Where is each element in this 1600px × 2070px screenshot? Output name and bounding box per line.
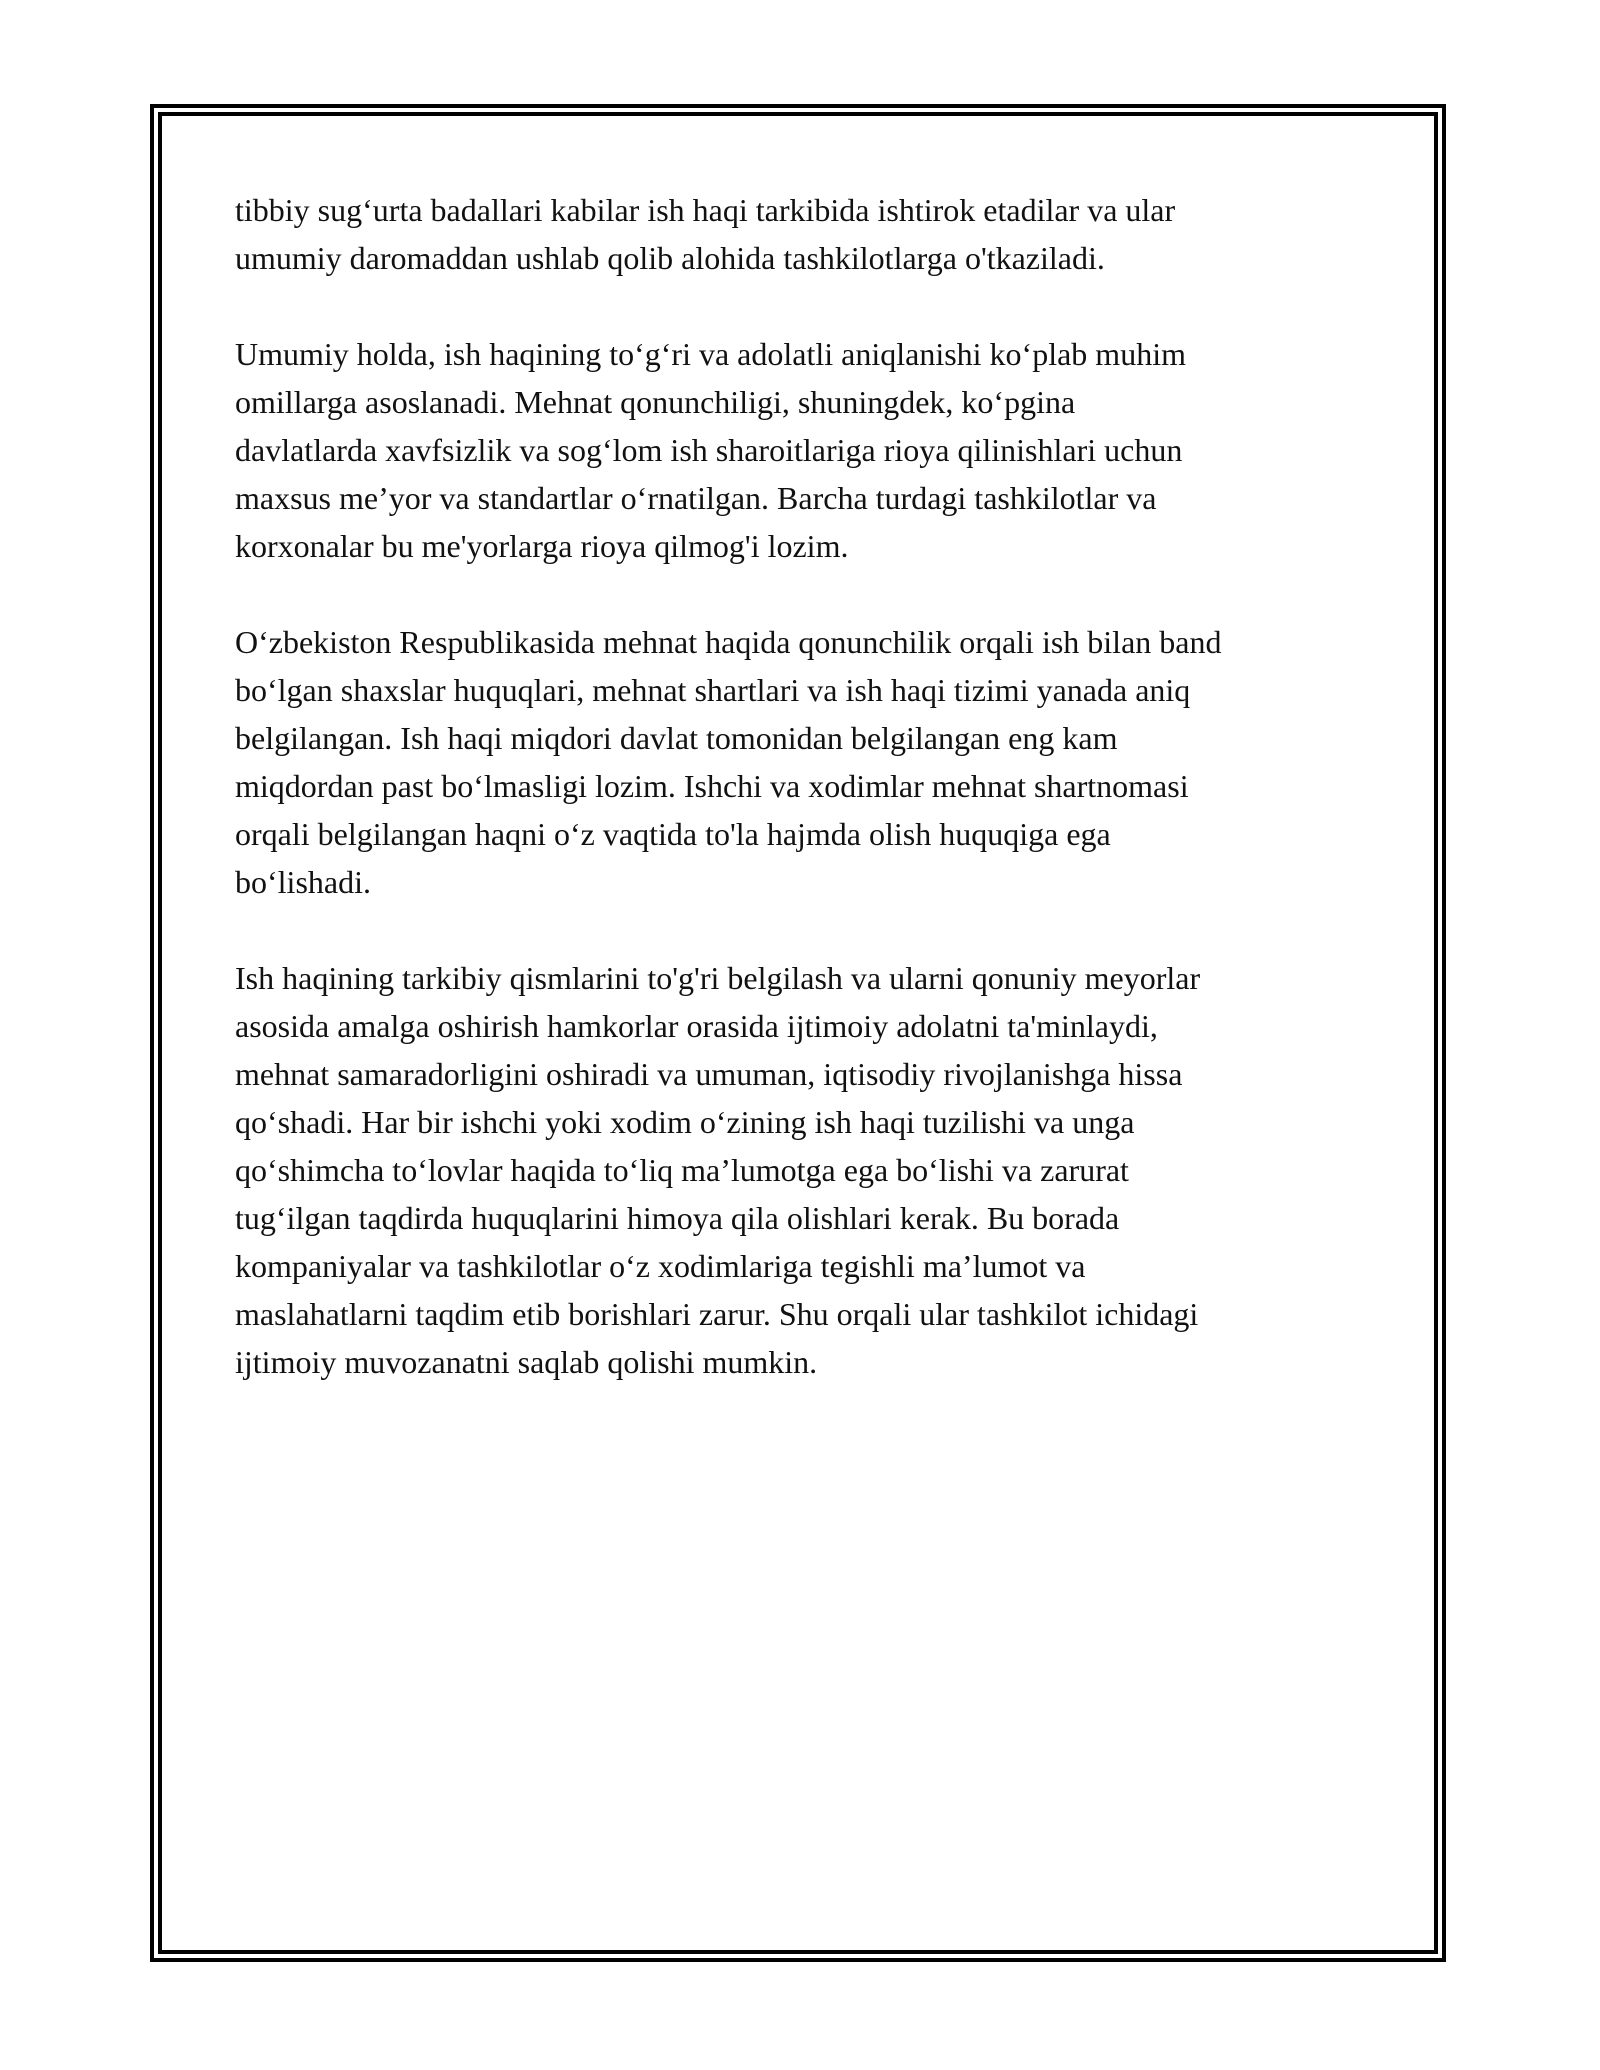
paragraph-2: Umumiy holda, ish haqining to‘g‘ri va adolatli aniqlanishi ko‘plab muhim omillarga asoslanadi. Mehnat qonunchiligi, shuningdek, ko‘pgina davlatlarda xavfsizlik va sog‘lom ish sharoitlariga rioya qilinishlari uchun maxsus me’yor va standartlar o‘rnatilgan. Barcha turdagi tashkilotlar va korxonalar bu me'yorlarga rioya qilmog'i lozim. — [235, 336, 1186, 564]
paragraph-3: O‘zbekiston Respublikasida mehnat haqida qonunchilik orqali ish bilan band bo‘lgan shaxslar huquqlari, mehnat shartlari va ish haqi tizimi yanada aniq belgilangan. Ish haqi miqdori davlat tomonidan belgilangan eng kam miqdordan past bo‘lmasligi lozim. Ishchi va xodimlar mehnat shartnomasi orqali belgilangan haqni o‘z vaqtida to'la hajmda olish huquqiga ega bo‘lishadi. — [235, 624, 1222, 900]
paragraph-4: Ish haqining tarkibiy qismlarini to'g'ri belgilash va ularni qonuniy meyorlar asosida amalga oshirish hamkorlar orasida ijtimoiy adolatni ta'minlaydi, mehnat samaradorligini oshiradi va umuman, iqtisodiy rivojlanishga hissa qo‘shadi. Har bir ishchi yoki xodim o‘zining ish haqi tuzilishi va unga qo‘shimcha to‘lovlar haqida to‘liq ma’lumotga ega bo‘lishi va zarurat tug‘ilgan taqdirda huquqlarini himoya qila olishlari kerak. Bu borada kompaniyalar va tashkilotlar o‘z xodimlariga tegishli ma’lumot va maslahatlarni taqdim etib borishlari zarur. Shu orqali ular tashkilot ichidagi ijtimoiy muvozanatni saqlab qolishi mumkin. — [235, 960, 1201, 1380]
document-body — [235, 186, 1375, 1434]
paragraph-1: tibbiy sug‘urta badallari kabilar ish haqi tarkibida ishtirok etadilar va ular umumiy daromaddan ushlab qolib alohida tashkilotlarga o'tkaziladi. — [235, 192, 1176, 276]
